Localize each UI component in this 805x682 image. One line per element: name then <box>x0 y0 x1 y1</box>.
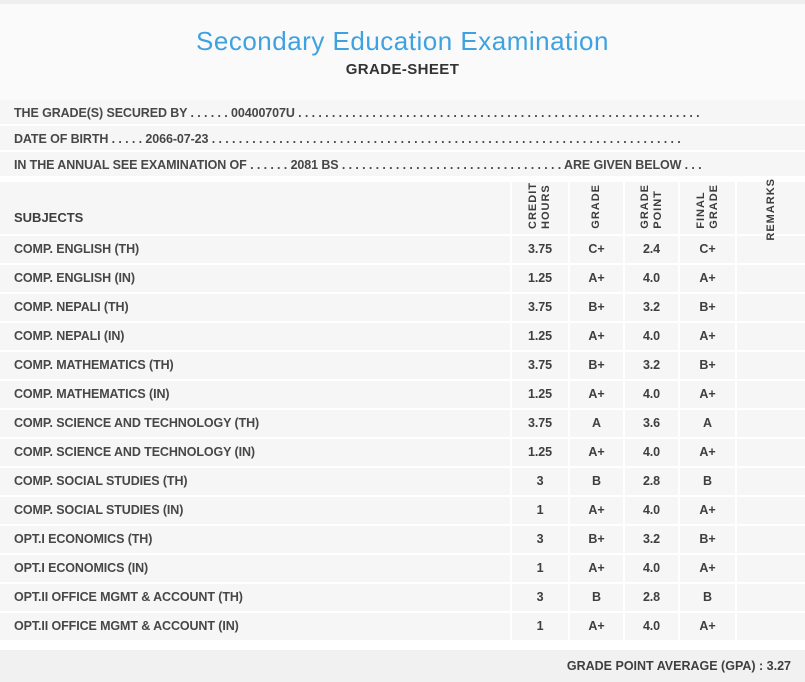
credit-hours-cell: 1.25 <box>510 265 568 292</box>
table-row <box>0 410 805 439</box>
grade-point-cell: 4.0 <box>623 323 678 350</box>
grade-point-cell: 3.2 <box>623 526 678 553</box>
final-grade-cell: A+ <box>678 497 735 524</box>
subject-cell: COMP. NEPALI (TH) <box>14 300 129 314</box>
table-row <box>0 265 805 294</box>
header-line: HOURS <box>540 184 552 229</box>
final-grade-cell: B <box>678 468 735 495</box>
final-grade-cell: A+ <box>678 323 735 350</box>
info-line-date-of-birth <box>0 126 805 152</box>
header-line: CREDIT <box>527 182 539 229</box>
table-row <box>0 352 805 381</box>
dotted-leader: . . . . . . . . . . . . . . . . . . . . . . . . . . . . . . . . . . . . . . . . . . . . . . . . . . . . . . . . . . . . <box>294 106 700 120</box>
table-row <box>0 613 805 642</box>
credit-hours-cell: 1.25 <box>510 439 568 466</box>
final-grade-cell: A+ <box>678 555 735 582</box>
grade-cell: A+ <box>568 613 623 640</box>
credit-hours-header-text <box>527 182 553 229</box>
grade-point-cell: 4.0 <box>623 613 678 640</box>
final-grade-cell: B+ <box>678 352 735 379</box>
section-gap <box>0 642 805 650</box>
subject-cell: COMP. MATHEMATICS (TH) <box>14 358 174 372</box>
table-row <box>0 323 805 352</box>
credit-hours-cell: 3.75 <box>510 410 568 437</box>
credit-hours-cell: 3 <box>510 468 568 495</box>
header-line: GRADE <box>590 184 602 229</box>
credit-hours-header <box>510 182 568 234</box>
table-row <box>0 236 805 265</box>
table-row <box>0 497 805 526</box>
grade-cell: B+ <box>568 294 623 321</box>
candidate-info-section <box>0 100 805 178</box>
grade-sheet-subtitle: GRADE-SHEET <box>345 61 460 78</box>
dotted-leader: . . . . . <box>108 132 146 146</box>
grade-point-cell: 4.0 <box>623 555 678 582</box>
grade-point-cell: 2.8 <box>623 584 678 611</box>
grade-header-text <box>590 184 603 229</box>
grade-point-cell: 2.8 <box>623 468 678 495</box>
remarks-cell <box>735 323 805 350</box>
remarks-cell <box>735 265 805 292</box>
gpa-value: 3.27 <box>763 659 791 673</box>
candidate-id-value: 00400707U <box>231 106 295 120</box>
subject-cell: OPT.I ECONOMICS (TH) <box>14 532 153 546</box>
date-of-birth-value: 2066-07-23 <box>145 132 209 146</box>
grade-cell: C+ <box>568 236 623 263</box>
table-header-row <box>0 178 805 241</box>
grade-point-header-text <box>639 184 665 229</box>
grade-cell: B+ <box>568 352 623 379</box>
table-row <box>0 526 805 555</box>
header-line: FINAL <box>694 191 707 229</box>
credit-hours-cell: 3 <box>510 584 568 611</box>
table-row <box>0 294 805 323</box>
table-row <box>0 381 805 410</box>
subject-cell: COMP. SCIENCE AND TECHNOLOGY (IN) <box>14 445 255 459</box>
credit-hours-cell: 1 <box>510 497 568 524</box>
final-grade-cell: A+ <box>678 265 735 292</box>
grade-header <box>568 182 623 234</box>
header-line: GRADE <box>707 184 720 229</box>
grade-cell: A+ <box>568 555 623 582</box>
remarks-cell <box>735 294 805 321</box>
final-grade-cell: A+ <box>678 439 735 466</box>
info-line-exam-year <box>0 152 805 178</box>
subject-cell: OPT.II OFFICE MGMT & ACCOUNT (IN) <box>14 619 239 633</box>
grade-point-cell: 3.2 <box>623 352 678 379</box>
header-line: POINT <box>651 190 664 229</box>
final-grade-cell: A+ <box>678 381 735 408</box>
grade-point-cell: 4.0 <box>623 497 678 524</box>
subject-cell: COMP. SOCIAL STUDIES (IN) <box>14 503 184 517</box>
subject-cell: COMP. ENGLISH (IN) <box>14 271 135 285</box>
grade-point-cell: 4.0 <box>623 439 678 466</box>
dotted-leader: . . . . . . <box>187 106 232 120</box>
info-label: DATE OF BIRTH <box>14 132 109 146</box>
remarks-cell <box>735 439 805 466</box>
grade-point-cell: 4.0 <box>623 381 678 408</box>
remarks-header <box>735 178 805 241</box>
table-row <box>0 555 805 584</box>
dotted-leader: . . . . . . . . . . . . . . . . . . . . . . . . . . . . . . . . . <box>338 158 565 172</box>
grade-point-cell: 4.0 <box>623 265 678 292</box>
remarks-cell <box>735 613 805 640</box>
gpa-label: GRADE POINT AVERAGE (GPA) : <box>566 659 764 673</box>
table-row <box>0 468 805 497</box>
grade-point-cell: 2.4 <box>623 236 678 263</box>
header-line: GRADE <box>638 184 651 229</box>
final-grade-cell: B+ <box>678 526 735 553</box>
grade-table <box>0 178 805 642</box>
info-line-secured-by <box>0 100 805 126</box>
subject-cell: COMP. SOCIAL STUDIES (TH) <box>14 474 188 488</box>
remarks-cell <box>735 584 805 611</box>
gpa-footer <box>0 650 805 682</box>
final-grade-cell: A <box>678 410 735 437</box>
info-label: THE GRADE(S) SECURED BY <box>14 106 188 120</box>
credit-hours-cell: 1.25 <box>510 381 568 408</box>
final-grade-header <box>678 182 735 234</box>
grade-point-cell: 3.2 <box>623 294 678 321</box>
remarks-cell <box>735 410 805 437</box>
grade-cell: B <box>568 584 623 611</box>
grade-cell: A <box>568 410 623 437</box>
grade-cell: A+ <box>568 439 623 466</box>
final-grade-header-text <box>695 184 721 229</box>
subject-cell: COMP. ENGLISH (TH) <box>14 242 140 256</box>
dotted-leader: . . . . . . <box>246 158 291 172</box>
remarks-cell <box>735 526 805 553</box>
subject-cell: OPT.II OFFICE MGMT & ACCOUNT (TH) <box>14 590 243 604</box>
table-row <box>0 439 805 468</box>
grade-cell: B <box>568 468 623 495</box>
credit-hours-cell: 1 <box>510 555 568 582</box>
title-block <box>0 4 805 90</box>
remarks-cell <box>735 468 805 495</box>
subject-cell: COMP. MATHEMATICS (IN) <box>14 387 170 401</box>
page-title: Secondary Education Examination <box>196 26 609 56</box>
info-suffix: ARE GIVEN BELOW <box>564 158 682 172</box>
final-grade-cell: C+ <box>678 236 735 263</box>
remarks-header-text <box>765 178 778 241</box>
credit-hours-cell: 3.75 <box>510 294 568 321</box>
subject-cell: OPT.I ECONOMICS (IN) <box>14 561 149 575</box>
final-grade-cell: A+ <box>678 613 735 640</box>
credit-hours-cell: 3.75 <box>510 352 568 379</box>
info-label: IN THE ANNUAL SEE EXAMINATION OF <box>14 158 247 172</box>
grade-cell: A+ <box>568 265 623 292</box>
credit-hours-cell: 3.75 <box>510 236 568 263</box>
grade-cell: A+ <box>568 381 623 408</box>
subjects-header: SUBJECTS <box>14 210 84 225</box>
final-grade-cell: B <box>678 584 735 611</box>
exam-year-value: 2081 BS <box>290 158 339 172</box>
grade-cell: A+ <box>568 323 623 350</box>
credit-hours-cell: 3 <box>510 526 568 553</box>
remarks-cell <box>735 381 805 408</box>
subject-cell: COMP. SCIENCE AND TECHNOLOGY (TH) <box>14 416 260 430</box>
header-line: REMARKS <box>764 178 777 241</box>
credit-hours-cell: 1 <box>510 613 568 640</box>
remarks-cell <box>735 497 805 524</box>
table-row <box>0 584 805 613</box>
remarks-cell <box>735 352 805 379</box>
grade-point-header <box>623 182 678 234</box>
dotted-leader: . . . <box>681 158 702 172</box>
credit-hours-cell: 1.25 <box>510 323 568 350</box>
dotted-leader: . . . . . . . . . . . . . . . . . . . . . . . . . . . . . . . . . . . . . . . . . . . . . . . . . . . . . . . . . . . . . . . . . . . . . . <box>208 132 681 146</box>
grade-cell: A+ <box>568 497 623 524</box>
final-grade-cell: B+ <box>678 294 735 321</box>
grade-cell: B+ <box>568 526 623 553</box>
grade-point-cell: 3.6 <box>623 410 678 437</box>
remarks-cell <box>735 555 805 582</box>
subject-cell: COMP. NEPALI (IN) <box>14 329 125 343</box>
